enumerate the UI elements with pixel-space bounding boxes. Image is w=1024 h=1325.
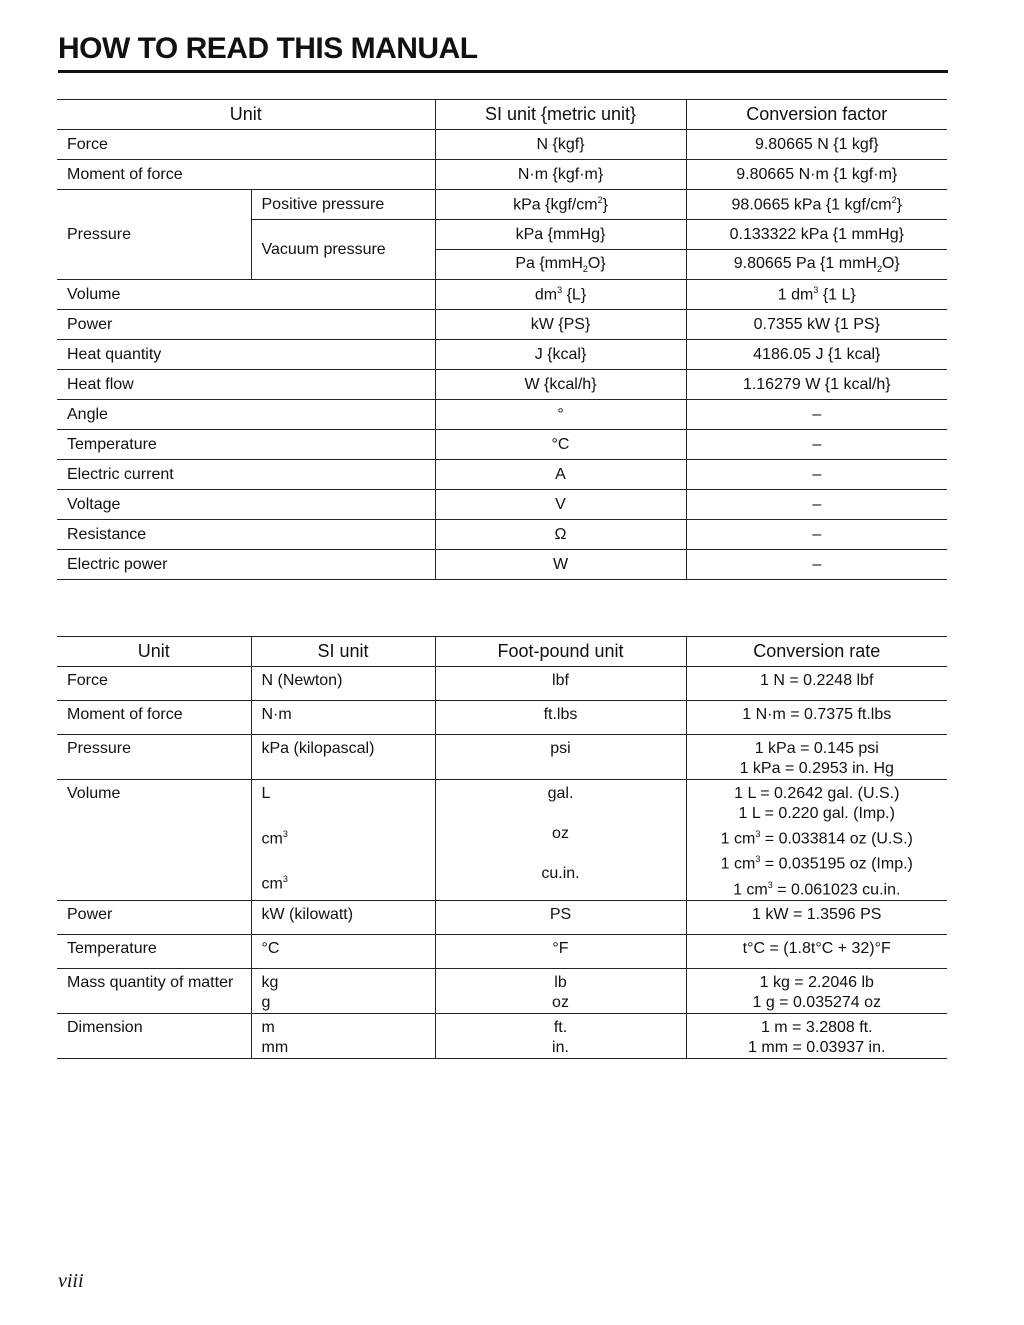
table-header-row <box>57 637 947 667</box>
table-row <box>57 130 947 160</box>
unit-cell: Temperature <box>57 934 251 968</box>
table-row <box>57 310 947 340</box>
rate-cell: 1 N = 0.2248 lbf <box>686 667 947 701</box>
si-cell: kPa (kilopascal) <box>251 735 435 780</box>
page-number: viii <box>58 1270 84 1292</box>
si-cell: Ω <box>435 520 686 550</box>
table-row <box>57 340 947 370</box>
unit-cell: Temperature <box>57 430 435 460</box>
si-cell: N (Newton) <box>251 667 435 701</box>
table-row <box>57 520 947 550</box>
si-cell: V <box>435 490 686 520</box>
si-cell: W <box>435 550 686 580</box>
table-header-row <box>57 100 947 130</box>
si-cell: N·m <box>251 701 435 735</box>
si-cell: L $cm^3$ $cm^3$ <box>251 780 435 901</box>
unit-cell: Power <box>57 900 251 934</box>
si-cell: $dm^3$ {L} <box>435 280 686 310</box>
table-row <box>57 934 947 968</box>
unit-cell: Moment of force <box>57 160 435 190</box>
table-row <box>57 701 947 735</box>
unit-cell: Volume <box>57 280 435 310</box>
factor-cell: – <box>686 550 947 580</box>
si-cell: kW {PS} <box>435 310 686 340</box>
si-cell: °C <box>251 934 435 968</box>
unit-cell: Pressure <box>57 735 251 780</box>
foot-pound-conversion-table <box>57 636 947 1059</box>
unit-cell: Resistance <box>57 520 435 550</box>
table-row <box>57 968 947 1013</box>
si-cell: ° <box>435 400 686 430</box>
unit-cell: Power <box>57 310 435 340</box>
rate-cell: 1 kg = 2.2046 lb 1 g = 0.035274 oz <box>686 968 947 1013</box>
factor-cell: 98.0665 kPa {1 kgf/$cm^2$} <box>686 190 947 220</box>
table-row <box>57 460 947 490</box>
metric-conversion-table <box>57 99 947 580</box>
table-row <box>57 780 947 901</box>
table-row <box>57 900 947 934</box>
factor-cell: – <box>686 400 947 430</box>
factor-cell: – <box>686 430 947 460</box>
si-cell: Pa {mmH$_2$O} <box>435 250 686 280</box>
factor-cell: – <box>686 520 947 550</box>
fp-cell: °F <box>435 934 686 968</box>
column-header: Conversion factor <box>686 100 947 130</box>
si-cell: J {kcal} <box>435 340 686 370</box>
unit-cell: Force <box>57 130 435 160</box>
fp-cell: PS <box>435 900 686 934</box>
unit-cell: Heat flow <box>57 370 435 400</box>
rate-cell: 1 N·m = 0.7375 ft.lbs <box>686 701 947 735</box>
table-row <box>57 735 947 780</box>
table-row <box>57 400 947 430</box>
table-row <box>57 160 947 190</box>
factor-cell: 0.7355 kW {1 PS} <box>686 310 947 340</box>
unit-cell: Volume <box>57 780 251 901</box>
si-cell: A <box>435 460 686 490</box>
unit-cell: Moment of force <box>57 701 251 735</box>
si-cell: m mm <box>251 1013 435 1058</box>
page-title: HOW TO READ THIS MANUAL <box>58 30 948 73</box>
rate-cell: 1 kPa = 0.145 psi 1 kPa = 0.2953 in. Hg <box>686 735 947 780</box>
unit-cell: Mass quantity of matter <box>57 968 251 1013</box>
si-cell: N·m {kgf·m} <box>435 160 686 190</box>
si-cell: kPa $\{kgf/cm^2\}$ <box>435 190 686 220</box>
si-cell: °C <box>435 430 686 460</box>
factor-cell: – <box>686 490 947 520</box>
rate-cell: 1 m = 3.2808 ft. 1 mm = 0.03937 in. <box>686 1013 947 1058</box>
column-header: SI unit <box>251 637 435 667</box>
column-header: Unit <box>57 637 251 667</box>
factor-cell: 0.133322 kPa {1 mmHg} <box>686 220 947 250</box>
unit-cell: Pressure <box>57 190 251 280</box>
si-cell: W {kcal/h} <box>435 370 686 400</box>
subunit-cell: Positive pressure <box>251 190 435 220</box>
table-row <box>57 550 947 580</box>
fp-cell: ft. in. <box>435 1013 686 1058</box>
column-header: SI unit {metric unit} <box>435 100 686 130</box>
unit-cell: Voltage <box>57 490 435 520</box>
factor-cell: 9.80665 N·m {1 kgf·m} <box>686 160 947 190</box>
table-row <box>57 490 947 520</box>
rate-cell: 1 L = 0.2642 gal. (U.S.) 1 L = 0.220 gal. (Imp.) 1 $cm^3 = 0.033814$ oz (U.S.) 1 $cm^3 = 0.035195$ oz (Imp.) 1 $cm^3 = 0.061023$ cu.in. <box>686 780 947 901</box>
table-row <box>57 190 947 220</box>
factor-cell: 9.80665 N {1 kgf} <box>686 130 947 160</box>
fp-cell: psi <box>435 735 686 780</box>
unit-cell: Angle <box>57 400 435 430</box>
unit-cell: Dimension <box>57 1013 251 1058</box>
column-header: Unit <box>57 100 435 130</box>
unit-cell: Force <box>57 667 251 701</box>
table-row <box>57 370 947 400</box>
rate-cell: t°C = (1.8t°C + 32)°F <box>686 934 947 968</box>
unit-cell: Electric current <box>57 460 435 490</box>
column-header: Conversion rate <box>686 637 947 667</box>
table-row <box>57 1013 947 1058</box>
fp-cell: lbf <box>435 667 686 701</box>
factor-cell: 1 $dm^3$ {1 L} <box>686 280 947 310</box>
fp-cell: lb oz <box>435 968 686 1013</box>
table-row <box>57 280 947 310</box>
factor-cell: – <box>686 460 947 490</box>
factor-cell: 9.80665 Pa {1 mmH$_2$O} <box>686 250 947 280</box>
column-header: Foot-pound unit <box>435 637 686 667</box>
subunit-cell: Vacuum pressure <box>251 220 435 280</box>
si-cell: kg g <box>251 968 435 1013</box>
factor-cell: 4186.05 J {1 kcal} <box>686 340 947 370</box>
si-cell: N {kgf} <box>435 130 686 160</box>
unit-cell: Electric power <box>57 550 435 580</box>
table-row <box>57 430 947 460</box>
unit-cell: Heat quantity <box>57 340 435 370</box>
si-cell: kPa {mmHg} <box>435 220 686 250</box>
fp-cell: ft.lbs <box>435 701 686 735</box>
si-cell: kW (kilowatt) <box>251 900 435 934</box>
fp-cell: gal. oz cu.in. <box>435 780 686 901</box>
rate-cell: 1 kW = 1.3596 PS <box>686 900 947 934</box>
factor-cell: 1.16279 W {1 kcal/h} <box>686 370 947 400</box>
table-row <box>57 667 947 701</box>
